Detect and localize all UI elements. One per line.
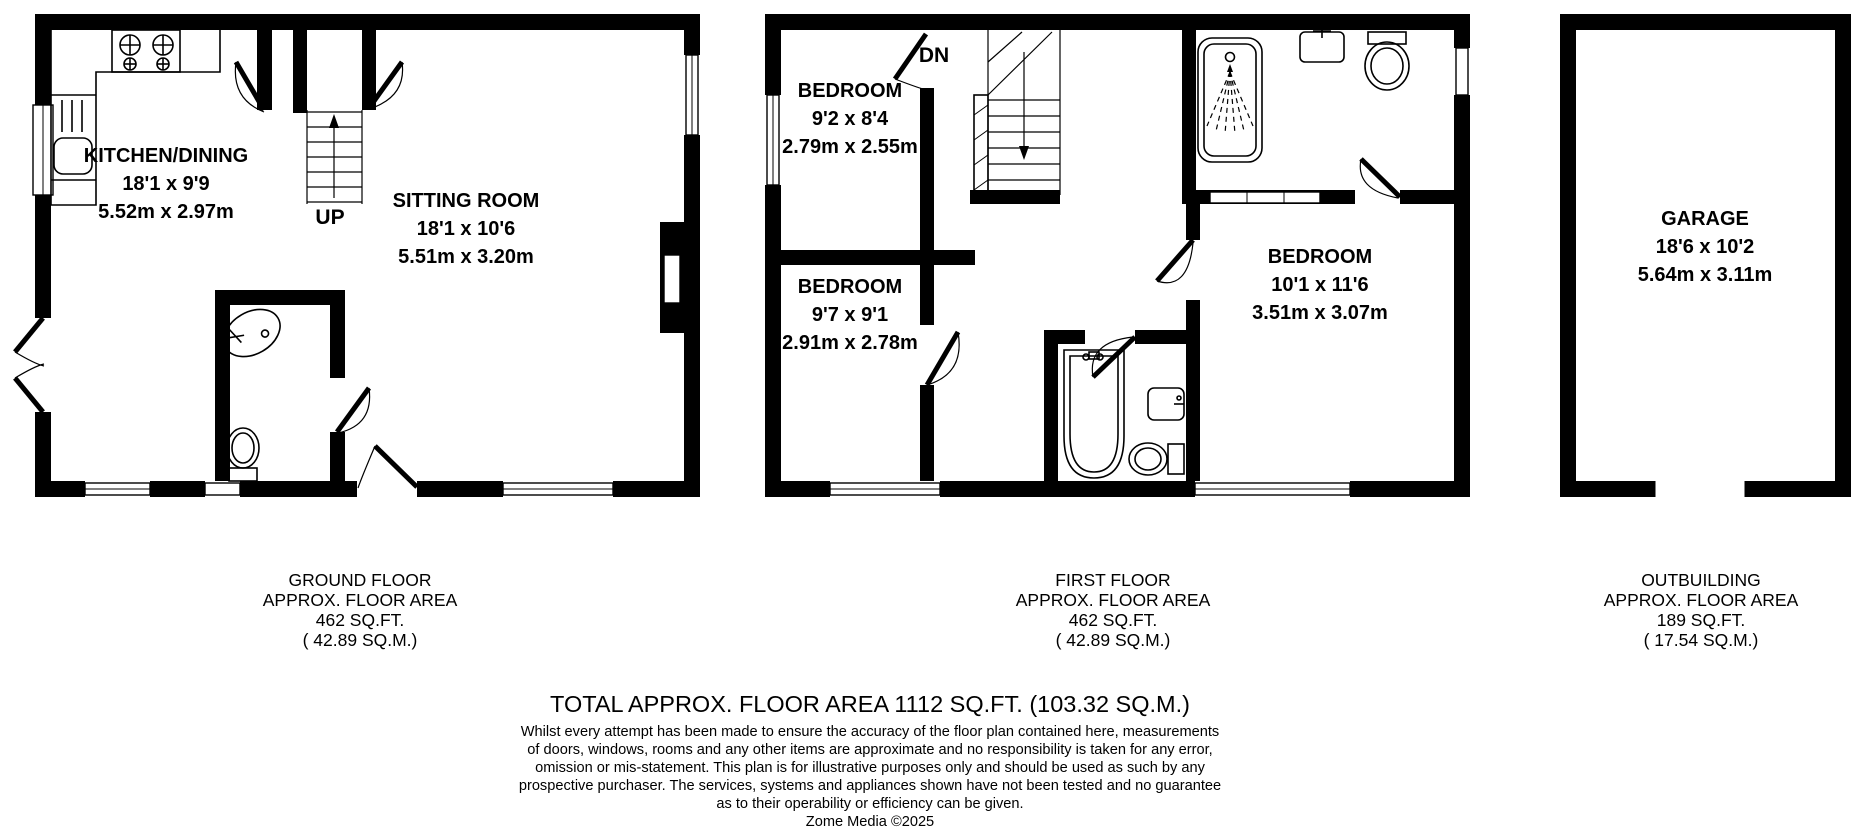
room-name: KITCHEN/DINING: [83, 145, 249, 167]
room-name: BEDROOM: [797, 276, 903, 298]
room-label-garage: [1638, 208, 1773, 286]
bathroom-toilet-icon: [1129, 443, 1184, 475]
window: [85, 483, 150, 495]
room-name: SITTING ROOM: [392, 190, 540, 212]
bathroom-basin-icon: [1148, 388, 1184, 420]
caption-line: APPROX. FLOOR AREA: [1603, 590, 1799, 610]
stairs-up: [307, 110, 362, 229]
footer: [519, 691, 1221, 830]
room-imperial-dims: 9'2 x 8'4: [811, 108, 889, 130]
bathroom-fixtures: [1064, 350, 1184, 478]
room-imperial-dims: 10'1 x 11'6: [1271, 274, 1369, 296]
window: [33, 105, 53, 195]
garage-door-opening: [1655, 481, 1745, 497]
window: [1456, 48, 1468, 95]
kitchen-sink-icon: [51, 95, 96, 180]
bedroom2-door: [927, 332, 959, 385]
disclaimer-line: omission or mis-statement. This plan is for illustrative purposes only and should be used as such by any: [535, 760, 1205, 776]
chimney-window: [664, 255, 680, 303]
caption-line: 189 SQ.FT.: [1656, 610, 1746, 630]
room-metric-dims: 2.91m x 2.78m: [782, 332, 918, 354]
caption-line: APPROX. FLOOR AREA: [1015, 590, 1211, 610]
room-label-sitting-room: [393, 190, 540, 268]
disclaimer-line: Whilst every attempt has been made to ensure the accuracy of the floor plan contained here, measurements: [520, 724, 1220, 740]
shower-room-basin-icon: [1300, 28, 1344, 62]
room-imperial-dims: 9'7 x 9'1: [811, 304, 889, 326]
room-label-bedroom-2: [782, 276, 918, 354]
room-imperial-dims: 18'1 x 9'9: [122, 173, 210, 195]
caption-line: ( 42.89 SQ.M.): [1055, 630, 1171, 650]
room-label-kitchen-dining: [84, 145, 248, 223]
room-imperial-dims: 18'1 x 10'6: [416, 218, 516, 240]
room-metric-dims: 5.52m x 2.97m: [98, 201, 234, 223]
window: [1195, 483, 1350, 495]
disclaimer-line: of doors, windows, rooms and any other items are approximate and no responsibility is taken for any error,: [527, 742, 1213, 758]
caption-line: 462 SQ.FT.: [1068, 610, 1158, 630]
shower-room-fixtures: [1198, 28, 1409, 162]
window: [503, 483, 613, 495]
shower-cubicle-icon: [1198, 38, 1262, 162]
ground-floor-walls: [35, 14, 700, 497]
wc-toilet-icon: [227, 428, 259, 481]
stairs-down-label: DN: [918, 44, 950, 67]
shower-room-toilet-icon: [1365, 32, 1409, 90]
shower-head: [1227, 64, 1233, 72]
stairs-down-arrow-icon: [1019, 146, 1029, 160]
stairs-down: [919, 30, 1060, 195]
room-label-bedroom-1: [782, 80, 918, 158]
caption-line: FIRST FLOOR: [1055, 570, 1171, 590]
caption-line: APPROX. FLOOR AREA: [262, 590, 458, 610]
room-label-bedroom-3: [1252, 246, 1388, 324]
french-doors: [15, 318, 44, 412]
room-name: BEDROOM: [797, 80, 903, 102]
room-metric-dims: 5.64m x 3.11m: [1637, 264, 1773, 286]
caption-line: ( 42.89 SQ.M.): [302, 630, 418, 650]
disclaimer-line: prospective purchaser. The services, systems and appliances shown have not been tested and no guarantee: [518, 778, 1222, 794]
shower-room-door: [1360, 159, 1400, 198]
stairs-up-label: UP: [315, 206, 345, 229]
caption-line: 462 SQ.FT.: [315, 610, 405, 630]
ground-floor-windows: [33, 55, 698, 495]
credit-line: Zome Media ©2025: [805, 814, 935, 830]
stairs-up-arrow-icon: [329, 114, 339, 128]
room-name: GARAGE: [1661, 208, 1749, 230]
outbuilding-caption: [1604, 570, 1799, 650]
window: [767, 95, 779, 185]
window: [830, 483, 940, 495]
wc-door: [337, 388, 370, 433]
first-floor-caption: [1016, 570, 1211, 650]
bedroom3-door: [1157, 240, 1193, 283]
room-name: BEDROOM: [1267, 246, 1373, 268]
room-metric-dims: 2.79m x 2.55m: [782, 136, 918, 158]
outbuilding-plan: [1560, 14, 1851, 650]
ground-floor-caption: [263, 570, 458, 650]
room-imperial-dims: 18'6 x 10'2: [1655, 236, 1755, 258]
ground-floor-plan: [15, 14, 700, 650]
disclaimer-line: as to their operability or efficiency can be given.: [716, 796, 1024, 812]
window: [686, 55, 698, 135]
first-floor-plan: [765, 14, 1470, 650]
built-in-wardrobe: [1210, 192, 1320, 203]
room-metric-dims: 3.51m x 3.07m: [1252, 302, 1388, 324]
bath-icon: [1064, 350, 1124, 478]
caption-line: GROUND FLOOR: [288, 570, 432, 590]
total-floor-area: TOTAL APPROX. FLOOR AREA 1112 SQ.FT. (103.32 SQ.M.): [550, 691, 1190, 717]
window: [205, 483, 240, 495]
caption-line: OUTBUILDING: [1641, 570, 1761, 590]
caption-line: ( 17.54 SQ.M.): [1643, 630, 1759, 650]
front-door: [358, 446, 417, 488]
room-metric-dims: 5.51m x 3.20m: [398, 246, 534, 268]
hob-icon: [112, 30, 180, 72]
